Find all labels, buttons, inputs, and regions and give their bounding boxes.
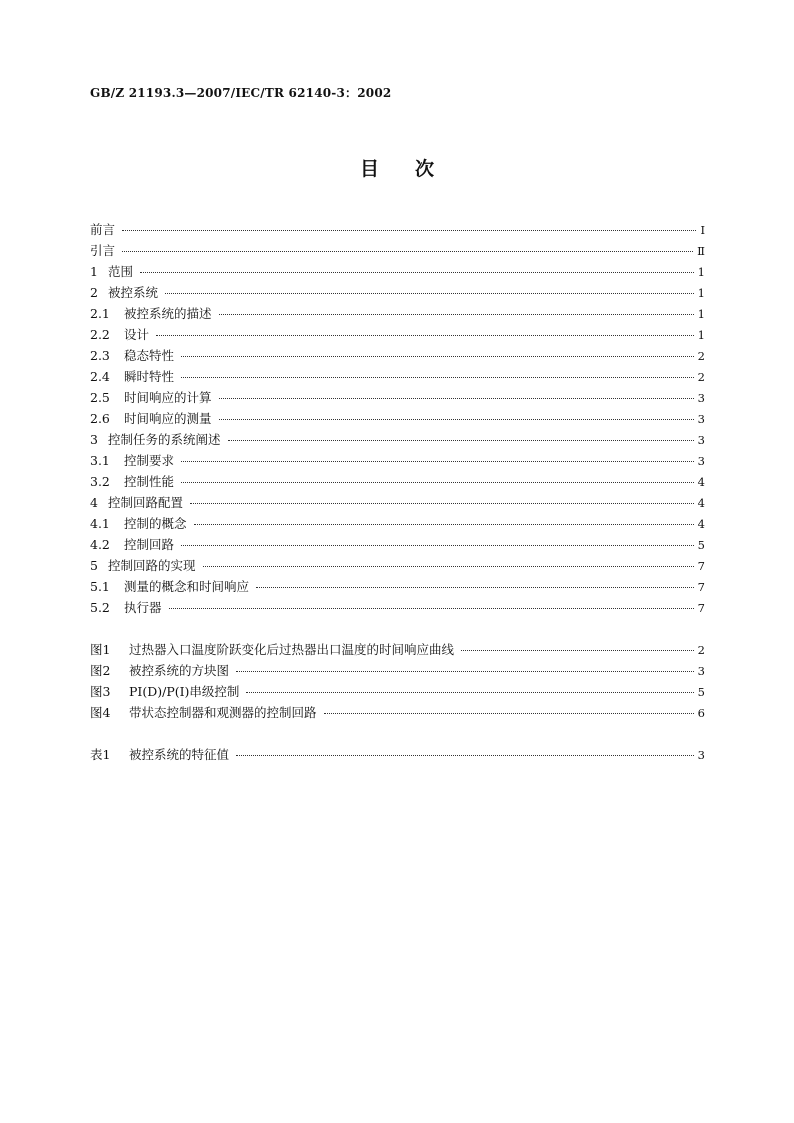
toc-entry-page: 3 (697, 454, 705, 468)
page-title: 目次 (359, 158, 470, 180)
dot-leader (181, 356, 694, 357)
toc-sections (90, 219, 705, 618)
dot-leader (236, 671, 694, 672)
dot-leader (165, 293, 694, 294)
dot-leader (461, 650, 694, 651)
dot-leader (219, 398, 694, 399)
toc-entry-label: 控制任务的系统阐述 (108, 432, 221, 447)
toc-entry-page: 5 (697, 538, 705, 552)
toc-entry-label: 被控系统 (108, 285, 159, 300)
toc-entry-page: 3 (697, 664, 705, 678)
toc-entry-number: 图1 (90, 642, 111, 657)
toc-entry[interactable] (90, 366, 705, 387)
toc-entry-number: 表1 (90, 747, 111, 762)
toc-entry-number: 2 (90, 285, 98, 300)
toc-entry-label: 被控系统的方块图 (129, 663, 230, 678)
toc-figures (90, 639, 705, 723)
toc-entry-label: 设计 (124, 327, 150, 342)
toc-entry-page: 2 (697, 643, 705, 657)
toc-entry-label: 被控系统的描述 (124, 306, 212, 321)
toc-entry-number: 4.1 (90, 516, 110, 531)
toc-entry-number: 2.6 (90, 411, 110, 426)
toc-entry[interactable] (90, 702, 705, 723)
toc-entry[interactable] (90, 387, 705, 408)
toc-entry-number: 5.1 (90, 579, 110, 594)
toc-entry[interactable] (90, 282, 705, 303)
dot-leader (181, 461, 694, 462)
toc-entry-page: 2 (697, 370, 705, 384)
standard-id: GB/Z 21193.3—2007/IEC/TR 62140-3：2002 (90, 86, 392, 100)
dot-leader (324, 713, 694, 714)
dot-leader (219, 314, 694, 315)
dot-leader (122, 230, 696, 231)
toc-entry[interactable] (90, 429, 705, 450)
toc-entry-page: 1 (697, 265, 705, 279)
toc-entry-number: 图4 (90, 705, 111, 720)
toc-entry-number: 图3 (90, 684, 111, 699)
toc-entry-label: 控制要求 (124, 453, 175, 468)
toc-entry-label: 控制回路的实现 (108, 558, 196, 573)
toc-entry-number: 5.2 (90, 600, 110, 615)
toc-entry-label: 引言 (90, 243, 116, 258)
toc-entry-label: 过热器入口温度阶跃变化后过热器出口温度的时间响应曲线 (129, 642, 455, 657)
toc-entry-label: 带状态控制器和观测器的控制回路 (129, 705, 317, 720)
toc-entry-label: 控制回路 (124, 537, 175, 552)
dot-leader (181, 377, 694, 378)
toc-entry-number: 2.3 (90, 348, 110, 363)
toc-entry-label: 执行器 (124, 600, 162, 615)
toc-entry[interactable] (90, 408, 705, 429)
dot-leader (190, 503, 694, 504)
toc-entry-page: 4 (697, 517, 705, 531)
toc-entry[interactable] (90, 744, 705, 765)
toc-entry[interactable] (90, 555, 705, 576)
toc-entry-page: 1 (697, 286, 705, 300)
toc-entry[interactable] (90, 219, 705, 240)
toc-entry[interactable] (90, 450, 705, 471)
toc-entry[interactable] (90, 534, 705, 555)
dot-leader (156, 335, 694, 336)
toc-entry[interactable] (90, 471, 705, 492)
toc-entry[interactable] (90, 261, 705, 282)
dot-leader (219, 419, 694, 420)
toc-entry[interactable] (90, 303, 705, 324)
toc-entry-label: 瞬时特性 (124, 369, 175, 384)
toc-entry-label: 测量的概念和时间响应 (124, 579, 250, 594)
toc-entry-page: 5 (697, 685, 705, 699)
dot-leader (203, 566, 694, 567)
dot-leader (228, 440, 694, 441)
toc-entry-label: 控制的概念 (124, 516, 187, 531)
toc-entry[interactable] (90, 660, 705, 681)
toc-entry-page: 6 (697, 706, 705, 720)
toc-entry-label: 控制性能 (124, 474, 175, 489)
dot-leader (236, 755, 694, 756)
toc-entry-number: 2.2 (90, 327, 110, 342)
toc-entry-number: 3 (90, 432, 98, 447)
toc-entry-label: PI(D)/P(I)串级控制 (129, 684, 240, 699)
toc-entry-label: 时间响应的测量 (124, 411, 212, 426)
toc-entry[interactable] (90, 576, 705, 597)
toc-entry[interactable] (90, 513, 705, 534)
toc-entry-label: 前言 (90, 222, 116, 237)
dot-leader (140, 272, 694, 273)
toc-entry-page: 3 (697, 433, 705, 447)
toc-tables (90, 744, 705, 765)
toc-entry-page: 4 (697, 496, 705, 510)
toc-entry-page: 3 (697, 748, 705, 762)
table-of-contents (90, 219, 705, 765)
toc-entry[interactable] (90, 240, 705, 261)
toc-entry-number: 4.2 (90, 537, 110, 552)
toc-entry[interactable] (90, 345, 705, 366)
toc-entry-label: 控制回路配置 (108, 495, 184, 510)
dot-leader (246, 692, 693, 693)
toc-entry-page: 7 (697, 601, 705, 615)
toc-entry-page: 7 (697, 559, 705, 573)
toc-entry-number: 图2 (90, 663, 111, 678)
toc-entry-number: 1 (90, 264, 98, 279)
toc-entry-page: 2 (697, 349, 705, 363)
toc-entry-number: 3.1 (90, 453, 110, 468)
toc-entry-number: 2.4 (90, 369, 110, 384)
toc-entry[interactable] (90, 492, 705, 513)
toc-entry-page: 3 (697, 412, 705, 426)
toc-entry-page: 1 (697, 328, 705, 342)
toc-entry-label: 范围 (108, 264, 134, 279)
toc-entry-page: Ⅱ (697, 244, 705, 258)
toc-entry[interactable] (90, 681, 705, 702)
toc-entry-page: 7 (697, 580, 705, 594)
dot-leader (122, 251, 693, 252)
toc-entry[interactable] (90, 597, 705, 618)
toc-entry[interactable] (90, 324, 705, 345)
toc-entry-label: 稳态特性 (124, 348, 175, 363)
toc-entry-page: 3 (697, 391, 705, 405)
toc-entry-number: 2.1 (90, 306, 110, 321)
dot-leader (181, 482, 694, 483)
dot-leader (169, 608, 694, 609)
toc-entry-page: 1 (697, 307, 705, 321)
dot-leader (194, 524, 694, 525)
toc-entry[interactable] (90, 639, 705, 660)
dot-leader (181, 545, 694, 546)
toc-entry-number: 4 (90, 495, 98, 510)
toc-entry-label: 被控系统的特征值 (129, 747, 230, 762)
dot-leader (256, 587, 694, 588)
toc-entry-label: 时间响应的计算 (124, 390, 212, 405)
toc-entry-page: Ⅰ (700, 223, 705, 237)
toc-entry-number: 5 (90, 558, 98, 573)
toc-entry-number: 3.2 (90, 474, 110, 489)
toc-entry-number: 2.5 (90, 390, 110, 405)
toc-entry-page: 4 (697, 475, 705, 489)
